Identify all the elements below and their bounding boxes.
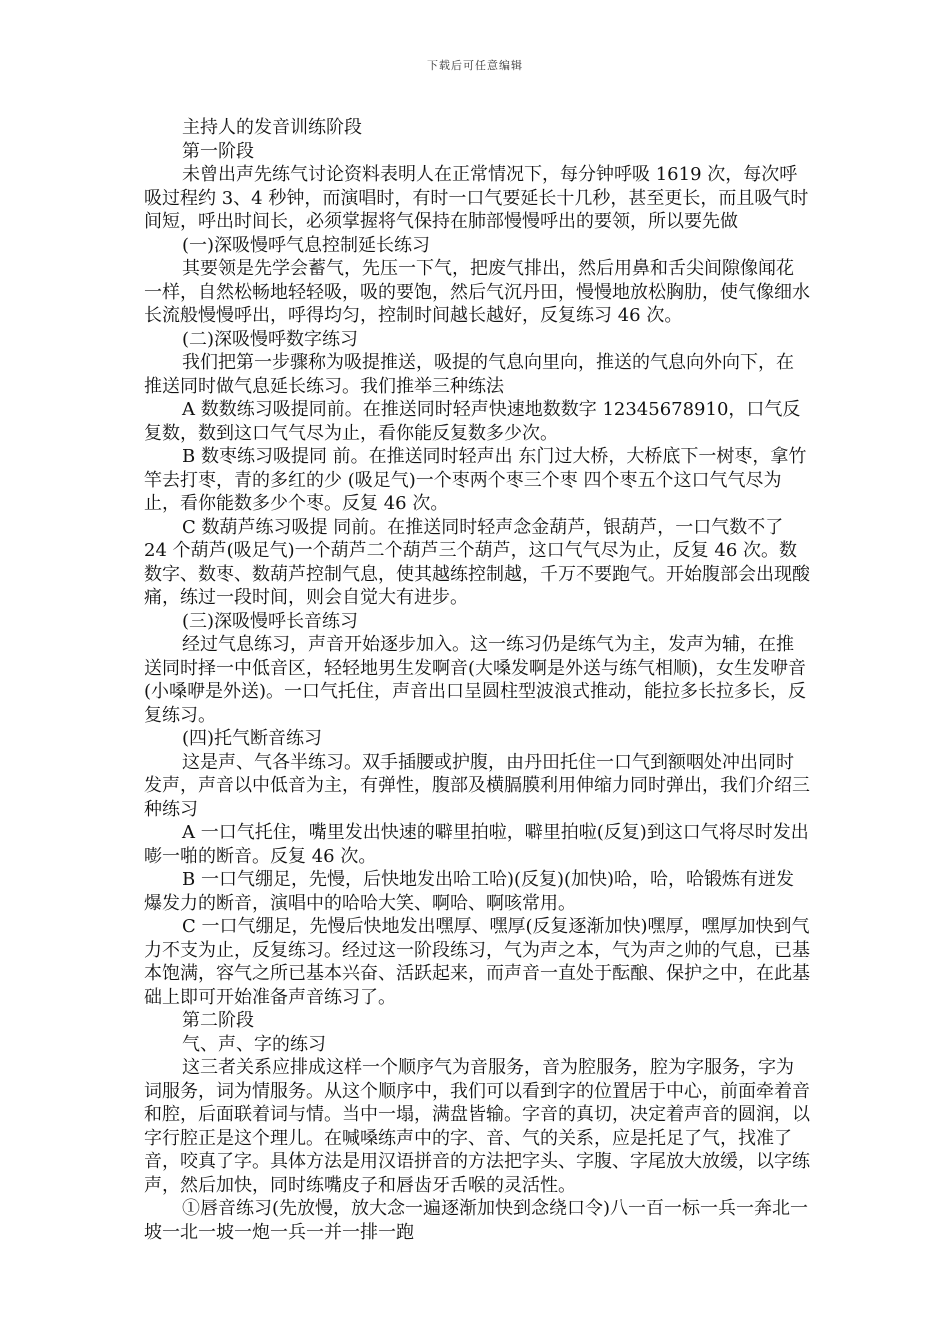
document-body xyxy=(144,116,810,1244)
section-heading-stage-2: 第二阶段 xyxy=(182,1010,254,1031)
subheading-qi-voice-word: 气、声、字的练习 xyxy=(182,1033,326,1055)
paragraph: B 一口气绷足，先慢，后快地发出哈工哈)(反复)(加快)哈，哈，哈锻炼有迸发爆发力的断音，演唱中的哈哈大笑、啊哈、啊咳常用。 xyxy=(144,869,795,914)
paragraph: 这是声、气各半练习。双手插腰或护腹，由丹田托住一口气到额咽处冲出同时发声，声音以中低音为主，有弹性，腹部及横膈膜利用伸缩力同时弹出，我们介绍三种练习 xyxy=(144,751,810,820)
subheading-exercise-4: (四)托气断音练习 xyxy=(182,728,323,749)
paragraph: 经过气息练习，声音开始逐步加入。这一练习仍是练气为主，发声为辅，在推送同时择一中低音区，轻轻地男生发啊音(大嗓发啊是外送与练气相顺)，女生发咿音(小嗓咿是外送)。一口气托住，声音出口呈圆柱型波浪式推动，能拉多长拉多长，反复练习。 xyxy=(144,634,807,726)
subheading-exercise-2: (二)深吸慢呼数字练习 xyxy=(182,328,359,350)
section-heading-stage-1: 第一阶段 xyxy=(182,140,254,162)
paragraph: 未曾出声先练气讨论资料表明人在正常情况下，每分钟呼吸 1619 次，每次呼吸过程约 3、4 秒钟，而演唱时，有时一口气要延长十几秒，甚至更长，而且吸气时间短，呼出时间长，必须掌握将气保持在肺部慢慢呼出的要领，所以要先做 xyxy=(144,164,809,232)
paragraph: 我们把第一步骤称为吸提推送，吸提的气息向里向，推送的气息向外向下，在推送同时做气息延长练习。我们推举三种练法 xyxy=(144,352,794,397)
paragraph: A 一口气托住，嘴里发出快速的噼里拍啦，噼里拍啦(反复)到这口气将尽时发出嘭一啪的断音。反复 46 次。 xyxy=(144,822,809,867)
paragraph: ①唇音练习(先放慢，放大念一遍逐渐加快到念绕口令)八一百一标一兵一奔北一坡一北一坡一炮一兵一并一排一跑 xyxy=(144,1198,809,1243)
page-header: 下载后可任意编辑 xyxy=(427,59,523,72)
paragraph: 其要领是先学会蓄气，先压一下气，把废气排出，然后用鼻和舌尖间隙像闻花一样，自然松畅地轻轻吸，吸的要饱，然后气沉丹田，慢慢地放松胸肋，使气像细水长流般慢慢呼出，呼得均匀，控制时间越长越好，反复练习 46 次。 xyxy=(144,258,810,326)
paragraph: C 一口气绷足，先慢后快地发出嘿厚、嘿厚(反复逐渐加快)嘿厚，嘿厚加快到气力不支为止，反复练习。经过这一阶段练习，气为声之本，气为声之帅的气息，已基本饱满，容气之所已基本兴奋、活跃起来，而声音一直处于酝酿、保护之中，在此基础上即可开始准备声音练习了。 xyxy=(144,916,810,1008)
subheading-exercise-1: (一)深吸慢呼气息控制延长练习 xyxy=(182,234,431,256)
document-title: 主持人的发音训练阶段 xyxy=(182,117,362,138)
subheading-exercise-3: (三)深吸慢呼长音练习 xyxy=(182,610,359,632)
paragraph: B 数枣练习吸提同 前。在推送同时轻声出 东门过大桥，大桥底下一树枣，拿竹竿去打枣，青的多红的少 (吸足气)一个枣两个枣三个枣 四个枣五个这口气气尽为止，看你能数多少个枣。反复 46 次。 xyxy=(144,446,807,514)
paragraph: C 数葫芦练习吸提 同前。在推送同时轻声念金葫芦，银葫芦，一口气数不了 24 个葫芦(吸足气)一个葫芦二个葫芦三个葫芦，这口气气尽为止，反复 46 次。数数字、数枣、数葫芦控制气息，使其越练控制越，千万不要跑气。开始腹部会出现酸痛，练过一段时间，则会自觉大有进步。 xyxy=(144,516,810,608)
paragraph: A 数数练习吸提同前。在推送同时轻声快速地数数字 12345678910，口气反复数，数到这口气气尽为止，看你能反复数多少次。 xyxy=(144,399,801,444)
paragraph: 这三者关系应排成这样一个顺序气为音服务，音为腔服务，腔为字服务，字为词服务，词为情服务。从这个顺序中，我们可以看到字的位置居于中心，前面牵着音和腔，后面联着词与情。当中一塌，满盘皆输。字音的真切，决定着声音的圆润，以字行腔正是这个理儿。在喊嗓练声中的字、音、气的关系，应是托足了气，找准了音，咬真了字。具体方法是用汉语拼音的方法把字头、字腹、字尾放大放缓，以字练声，然后加快，同时练嘴皮子和唇齿牙舌喉的灵活性。 xyxy=(144,1057,810,1196)
